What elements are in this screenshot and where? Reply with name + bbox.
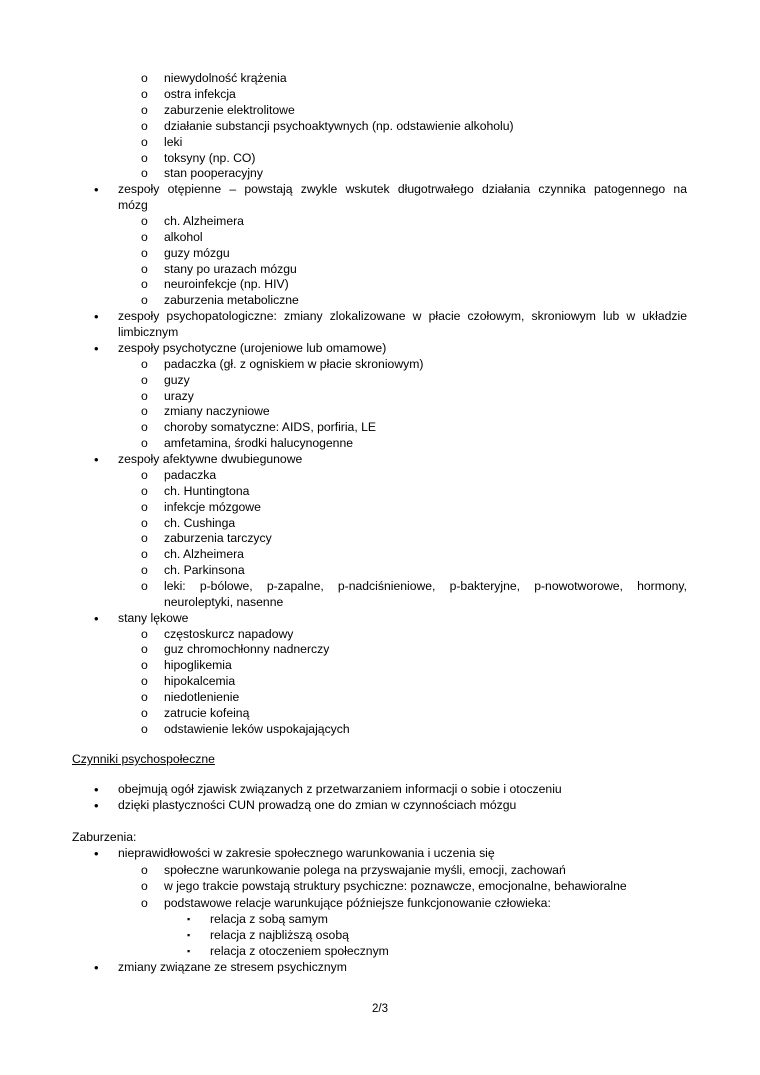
list-item: ostra infekcja <box>164 87 236 101</box>
list-item: ch. Cushinga <box>164 516 236 530</box>
bullet: • <box>94 309 99 324</box>
list-item: infekcje mózgowe <box>164 500 261 514</box>
circle-bullet: o <box>141 262 148 276</box>
list-item: guzy <box>164 373 190 387</box>
circle-bullet: o <box>141 373 148 387</box>
list-item: podstawowe relacje warunkujące późniejsze funkcjonowanie człowieka: <box>164 896 551 910</box>
circle-bullet: o <box>141 563 148 577</box>
circle-bullet: o <box>141 531 148 545</box>
circle-bullet: o <box>141 879 148 893</box>
list-item: guzy mózgu <box>164 246 230 260</box>
section-heading: Czynniki psychospołeczne <box>72 752 215 766</box>
list-item: społeczne warunkowanie polega na przyswajanie myśli, emocji, zachowań <box>164 863 566 877</box>
circle-bullet: o <box>141 103 148 117</box>
bullet: • <box>94 846 99 861</box>
list-item: ch. Alzheimera <box>164 547 244 561</box>
list-item: zespoły psychotyczne (urojeniowe lub omamowe) <box>118 341 387 355</box>
circle-bullet: o <box>141 863 148 877</box>
list-item: zmiany związane ze stresem psychicznym <box>118 960 347 974</box>
list-item: częstoskurcz napadowy <box>164 627 294 641</box>
circle-bullet: o <box>141 516 148 530</box>
circle-bullet: o <box>141 706 148 720</box>
list-item: niedotlenienie <box>164 690 240 704</box>
circle-bullet: o <box>141 468 148 482</box>
list-item-continuation: limbicznym <box>118 325 179 339</box>
circle-bullet: o <box>141 214 148 228</box>
circle-bullet: o <box>141 658 148 672</box>
circle-bullet: o <box>141 690 148 704</box>
list-item: zaburzenia tarczycy <box>164 531 272 545</box>
circle-bullet: o <box>141 547 148 561</box>
circle-bullet: o <box>141 230 148 244</box>
list-item: guz chromochłonny nadnerczy <box>164 642 330 656</box>
square-bullet: ▪ <box>187 914 191 924</box>
list-item: zaburzenie elektrolitowe <box>164 103 295 117</box>
list-item: zatrucie kofeiną <box>164 706 250 720</box>
circle-bullet: o <box>141 627 148 641</box>
circle-bullet: o <box>141 642 148 656</box>
list-item-continuation: mózg <box>118 198 148 212</box>
square-bullet: ▪ <box>187 946 191 956</box>
circle-bullet: o <box>141 357 148 371</box>
circle-bullet: o <box>141 484 148 498</box>
list-item: zespoły afektywne dwubiegunowe <box>118 452 303 466</box>
list-item: obejmują ogół zjawisk związanych z przetwarzaniem informacji o sobie i otoczeniu <box>118 782 562 796</box>
circle-bullet: o <box>141 135 148 149</box>
circle-bullet: o <box>141 389 148 403</box>
circle-bullet: o <box>141 246 148 260</box>
list-item: leki <box>164 135 183 149</box>
circle-bullet: o <box>141 500 148 514</box>
section-heading: Zaburzenia: <box>72 830 137 844</box>
list-item: stany po urazach mózgu <box>164 262 297 276</box>
circle-bullet: o <box>141 151 148 165</box>
list-item: ch. Parkinsona <box>164 563 245 577</box>
list-item: zespoły otępienne – powstają zwykle wskutek długotrwałego działania czynnika patogennego na <box>118 182 687 196</box>
list-item: ch. Alzheimera <box>164 214 244 228</box>
bullet: • <box>94 452 99 467</box>
page-number: 2/3 <box>372 1003 388 1015</box>
circle-bullet: o <box>141 896 148 910</box>
list-item: stan pooperacyjny <box>164 166 263 180</box>
list-item: neuroinfekcje (np. HIV) <box>164 277 289 291</box>
list-item: zmiany naczyniowe <box>164 404 270 418</box>
list-item: hipokalcemia <box>164 674 236 688</box>
list-item: dzięki plastyczności CUN prowadzą one do zmian w czynnościach mózgu <box>118 798 517 812</box>
circle-bullet: o <box>141 674 148 688</box>
list-item: ch. Huntingtona <box>164 484 250 498</box>
list-item: amfetamina, środki halucynogenne <box>164 436 354 450</box>
bullet: • <box>94 798 99 813</box>
list-item: relacja z najbliższą osobą <box>210 928 349 942</box>
list-item-continuation: neuroleptyki, nasenne <box>164 595 284 609</box>
list-item: działanie substancji psychoaktywnych (np. odstawienie alkoholu) <box>164 119 514 133</box>
list-item: alkohol <box>164 230 203 244</box>
circle-bullet: o <box>141 277 148 291</box>
circle-bullet: o <box>141 293 148 307</box>
bullet: • <box>94 611 99 626</box>
circle-bullet: o <box>141 722 148 736</box>
bullet: • <box>94 182 99 197</box>
bullet: • <box>94 960 99 975</box>
list-item: hipoglikemia <box>164 658 232 672</box>
circle-bullet: o <box>141 420 148 434</box>
circle-bullet: o <box>141 87 148 101</box>
list-item: zaburzenia metaboliczne <box>164 293 299 307</box>
circle-bullet: o <box>141 166 148 180</box>
bullet: • <box>94 782 99 797</box>
list-item: choroby somatyczne: AIDS, porfiria, LE <box>164 420 377 434</box>
list-item: stany lękowe <box>118 611 189 625</box>
bullet: • <box>94 341 99 356</box>
list-item: nieprawidłowości w zakresie społecznego warunkowania i uczenia się <box>118 846 495 860</box>
list-item: zespoły psychopatologiczne: zmiany zlokalizowane w płacie czołowym, skroniowym lub w układzie <box>118 309 687 323</box>
list-item: relacja z otoczeniem społecznym <box>210 944 389 958</box>
circle-bullet: o <box>141 119 148 133</box>
list-item: urazy <box>164 389 194 403</box>
list-item: relacja z sobą samym <box>210 912 328 926</box>
list-item: padaczka <box>164 468 217 482</box>
list-item: padaczka (gł. z ogniskiem w płacie skroniowym) <box>164 357 424 371</box>
circle-bullet: o <box>141 579 148 593</box>
square-bullet: ▪ <box>187 930 191 940</box>
list-item: leki: p-bólowe, p-zapalne, p-nadciśnieniowe, p-bakteryjne, p-nowotworowe, hormony, <box>164 579 687 593</box>
circle-bullet: o <box>141 404 148 418</box>
list-item: toksyny (np. CO) <box>164 151 256 165</box>
list-item: w jego trakcie powstają struktury psychiczne: poznawcze, emocjonalne, behawioralne <box>164 879 627 893</box>
circle-bullet: o <box>141 71 148 85</box>
circle-bullet: o <box>141 436 148 450</box>
list-item: odstawienie leków uspokajających <box>164 722 350 736</box>
list-item: niewydolność krążenia <box>164 71 287 85</box>
